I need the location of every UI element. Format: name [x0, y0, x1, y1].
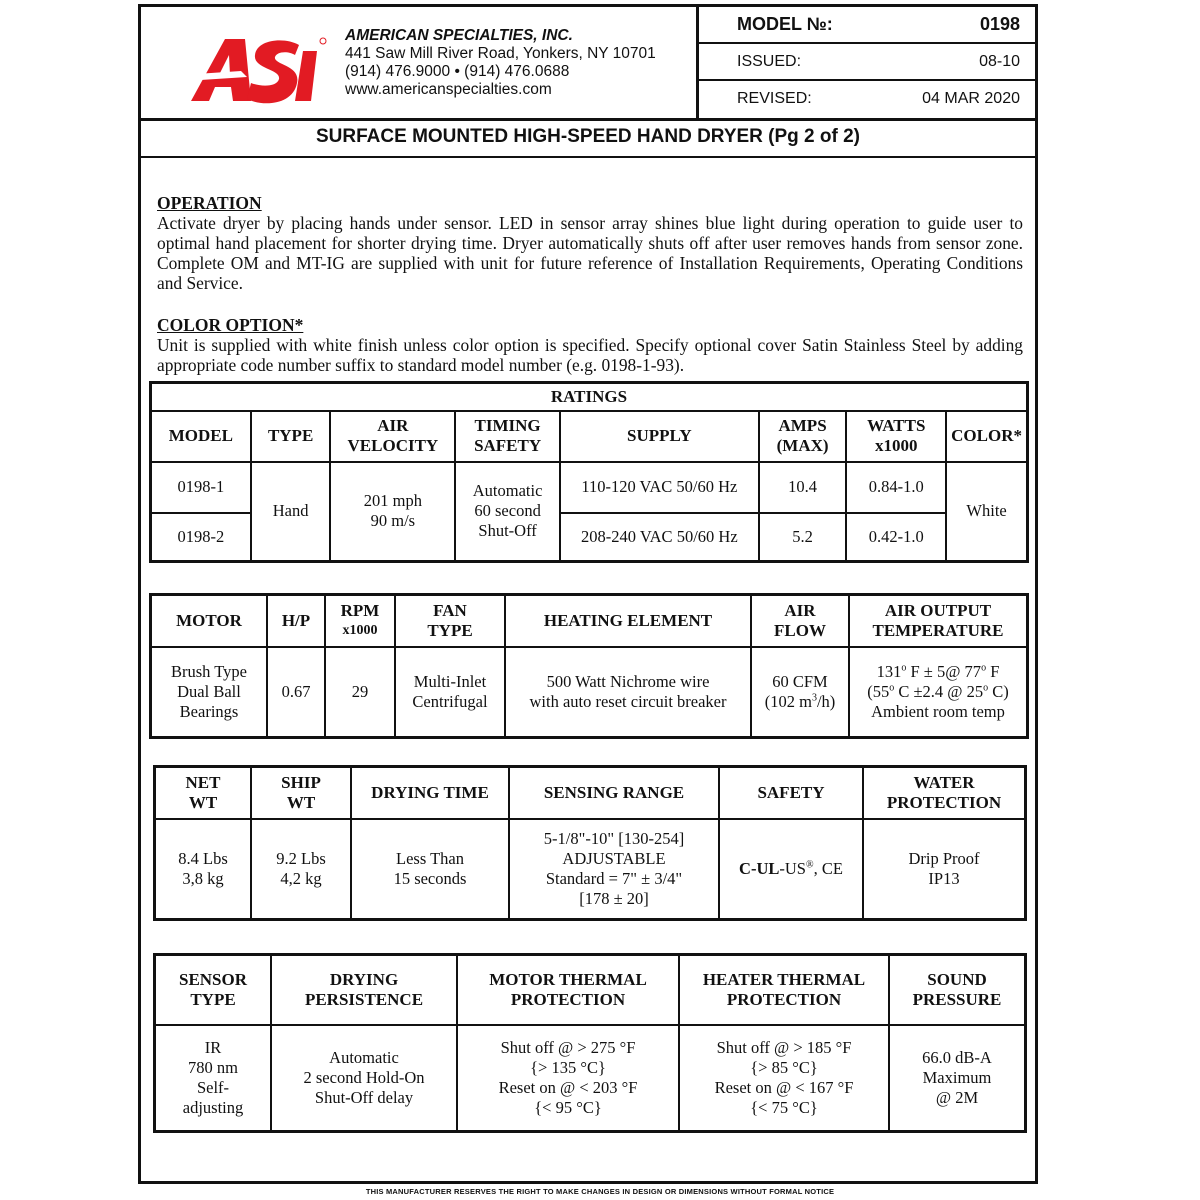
type-cell: Hand	[251, 462, 331, 562]
page-title: SURFACE MOUNTED HIGH-SPEED HAND DRYER (Pg 2 of 2)	[141, 118, 1035, 158]
col-heater-thermal	[679, 955, 889, 1025]
heating-line: 500 Watt Nichrome wire	[546, 671, 710, 691]
col-ship-label: WT	[286, 792, 316, 812]
timing-cell	[455, 462, 560, 562]
col-type: TYPE	[251, 411, 331, 462]
col-water-label: WATER	[913, 772, 975, 792]
motor-line: Bearings	[179, 701, 239, 721]
ship-lbs: 9.2 Lbs	[276, 848, 326, 868]
registered-mark: ®	[805, 859, 814, 871]
degree-mark: o	[981, 662, 987, 674]
net-kg: 3,8 kg	[182, 868, 224, 888]
sensing-line: 5-1/8"-10" [130-254]	[543, 828, 685, 848]
drying-line: 15 seconds	[393, 868, 467, 888]
drying-line: Less Than	[396, 848, 464, 868]
fan-cell	[395, 647, 505, 738]
safety-us: -US	[779, 858, 806, 878]
sensing-line: [178 ± 20]	[579, 888, 649, 908]
col-rpm-unit: x1000	[342, 622, 378, 638]
revised-value: 04 MAR 2020	[922, 90, 1020, 107]
revised-label: REVISED:	[737, 90, 812, 107]
col-motor-thermal	[457, 955, 679, 1025]
col-model: MODEL	[151, 411, 251, 462]
color-option-heading: COLOR OPTION*	[157, 315, 304, 335]
sensing-line: ADJUSTABLE	[562, 848, 666, 868]
col-timing-safety: TIMING SAFETY	[455, 411, 560, 462]
operation-text: Activate dryer by placing hands under sensor. LED in sensor array shines blue light during operation to guide user to optimal hand placement for shorter drying time. Dryer automatically shuts off after user removes hands from sensor zone. Complete OM and MT-IG are supplied with unit for future reference of Installation Requirements, Operating Conditions and Service.	[157, 213, 1023, 293]
timing-line: Shut-Off	[478, 521, 537, 541]
col-sensor-label: TYPE	[190, 989, 236, 1009]
col-ship-label: SHIP	[281, 772, 321, 792]
model-label: MODEL №:	[737, 14, 833, 34]
issued-row	[699, 44, 1038, 81]
drying-time-cell	[351, 819, 509, 920]
temp-line-c	[854, 682, 1022, 702]
heating-cell	[505, 647, 751, 738]
sensor-line: Self-	[196, 1077, 230, 1097]
air-velocity-ms: 90 m/s	[370, 511, 416, 531]
col-net-wt	[155, 767, 252, 819]
model-value: 0198	[979, 14, 1020, 34]
air-output-cell	[849, 647, 1028, 738]
rpm-cell: 29	[325, 647, 395, 738]
col-net-label: WT	[188, 792, 218, 812]
fan-line: Centrifugal	[412, 691, 488, 711]
col-sensing-range: SENSING RANGE	[509, 767, 719, 819]
sensor-line: adjusting	[182, 1097, 244, 1117]
water-protection-cell	[863, 819, 1026, 920]
temp-note: Ambient room temp	[871, 701, 1005, 721]
col-hp: H/P	[267, 595, 325, 647]
heater-thermal-line: Reset on @ < 167 °F	[714, 1077, 854, 1097]
amps-cell: 5.2	[759, 513, 847, 562]
col-persist-label: PERSISTENCE	[304, 989, 424, 1009]
sensor-table	[153, 953, 1027, 1133]
heating-line: with auto reset circuit breaker	[529, 691, 727, 711]
air-velocity-mph: 201 mph	[363, 491, 422, 511]
watts-cell: 0.42-1.0	[846, 513, 946, 562]
ship-wt-cell	[251, 819, 351, 920]
col-sensor-label: SENSOR	[178, 969, 248, 989]
col-motor-thermal-label: MOTOR THERMAL	[489, 969, 647, 989]
col-air-output-label: TEMPERATURE	[872, 620, 1004, 640]
col-persist-label: DRYING	[329, 969, 399, 989]
sensor-line: 780 nm	[188, 1057, 238, 1077]
company-phone: (914) 476.9000 • (914) 476.0688	[345, 63, 570, 80]
water-line: IP13	[928, 868, 960, 888]
safety-c: C-	[739, 858, 757, 878]
col-air-flow-label: FLOW	[774, 620, 826, 640]
motor-line: Brush Type	[171, 661, 247, 681]
revised-row	[699, 81, 1038, 118]
air-velocity-cell	[330, 462, 455, 562]
ship-kg: 4,2 kg	[280, 868, 322, 888]
airflow-metric-value: (102 m	[764, 691, 812, 711]
persist-line: 2 second Hold-On	[303, 1067, 425, 1087]
company-website: www.americanspecialties.com	[345, 81, 552, 98]
airflow-metric	[756, 692, 844, 712]
col-air-velocity: AIR VELOCITY	[330, 411, 455, 462]
col-sound-label: SOUND	[927, 969, 987, 989]
temp-line-f	[854, 662, 1022, 682]
company-info	[345, 27, 656, 99]
supply-cell: 208-240 VAC 50/60 Hz	[560, 513, 759, 562]
net-wt-cell	[155, 819, 252, 920]
col-water-label: PROTECTION	[886, 792, 1002, 812]
issued-value: 08-10	[979, 53, 1020, 70]
sound-line: Maximum	[922, 1067, 992, 1087]
table-row	[155, 819, 1026, 920]
col-air-output	[849, 595, 1028, 647]
col-heater-thermal-label: HEATER THERMAL	[702, 969, 866, 989]
motor-cell	[151, 647, 268, 738]
col-supply: SUPPLY	[560, 411, 759, 462]
safety-ul: UL	[756, 858, 780, 878]
col-fan-label: FAN	[433, 600, 467, 620]
table-row	[155, 1025, 1026, 1132]
heater-thermal-line: {> 85 °C}	[750, 1057, 818, 1077]
asi-logo	[181, 29, 331, 109]
motor-thermal-line: {> 135 °C}	[530, 1057, 606, 1077]
sensing-line: Standard = 7" ± 3/4"	[545, 868, 683, 888]
weights-table	[153, 765, 1027, 921]
color-option-text: Unit is supplied with white finish unless color option is specified. Specify optional cover Satin Stainless Steel by adding appropriate code number suffix to standard model number (e.g. 0198-1-93).	[157, 335, 1023, 375]
hp-cell: 0.67	[267, 647, 325, 738]
model-cell: 0198-1	[151, 462, 251, 513]
table-row	[151, 462, 1028, 513]
ratings-caption: RATINGS	[151, 383, 1028, 411]
col-sound-pressure	[889, 955, 1026, 1025]
motor-line: Dual Ball	[177, 681, 241, 701]
col-ship-wt	[251, 767, 351, 819]
motor-thermal-line: {< 95 °C}	[534, 1097, 602, 1117]
col-drying-persistence	[271, 955, 457, 1025]
temp-unit: F	[986, 661, 1000, 681]
fan-line: Multi-Inlet	[413, 671, 487, 691]
col-safety: SAFETY	[719, 767, 863, 819]
amps-cell: 10.4	[759, 462, 847, 513]
col-rpm	[325, 595, 395, 647]
temp-value: F ± 5@ 77	[906, 661, 982, 681]
company-name: AMERICAN SPECIALTIES, INC.	[345, 27, 573, 44]
model-box	[696, 7, 1038, 118]
safety-cell	[719, 819, 863, 920]
footer-notice: THIS MANUFACTURER RESERVES THE RIGHT TO MAKE CHANGES IN DESIGN OR DIMENSIONS WITHOUT FORMAL NOTICE	[365, 1187, 835, 1196]
issued-label: ISSUED:	[737, 53, 802, 70]
col-sensor-type	[155, 955, 272, 1025]
operation-heading: OPERATION	[157, 193, 262, 213]
col-air-flow	[751, 595, 849, 647]
sound-line: @ 2M	[935, 1087, 979, 1107]
persist-line: Automatic	[329, 1047, 399, 1067]
timing-line: 60 second	[474, 501, 541, 521]
col-motor-thermal-label: PROTECTION	[510, 989, 626, 1009]
net-lbs: 8.4 Lbs	[178, 848, 228, 868]
spec-sheet	[138, 4, 1038, 1184]
col-water-protection	[863, 767, 1026, 819]
temp-value: (55	[867, 681, 890, 701]
motor-table	[149, 593, 1029, 739]
degree-mark: o	[889, 682, 895, 694]
heater-thermal-cell	[679, 1025, 889, 1132]
temp-value: 131	[876, 661, 902, 681]
col-color: COLOR*	[946, 411, 1027, 462]
table-row	[151, 647, 1028, 738]
degree-mark: o	[983, 682, 989, 694]
sound-line: 66.0 dB-A	[922, 1047, 992, 1067]
airflow-cfm: 60 CFM	[772, 671, 828, 691]
model-row	[699, 7, 1038, 44]
col-heating-element: HEATING ELEMENT	[505, 595, 751, 647]
heater-thermal-line: Shut off @ > 185 °F	[716, 1037, 852, 1057]
header	[141, 7, 1035, 121]
temp-unit: C)	[988, 681, 1009, 701]
col-net-label: NET	[185, 772, 221, 792]
airflow-metric-unit: /h)	[816, 691, 836, 711]
col-air-output-label: AIR OUTPUT	[884, 600, 992, 620]
operation-section	[157, 193, 1023, 293]
col-heater-thermal-label: PROTECTION	[726, 989, 842, 1009]
drying-persistence-cell	[271, 1025, 457, 1132]
sensing-range-cell	[509, 819, 719, 920]
color-cell: White	[946, 462, 1027, 562]
col-fan-label: TYPE	[427, 620, 473, 640]
degree-mark: o	[901, 662, 907, 674]
sensor-line: IR	[204, 1037, 222, 1057]
persist-line: Shut-Off delay	[314, 1087, 414, 1107]
company-address: 441 Saw Mill River Road, Yonkers, NY 10701	[345, 45, 656, 62]
airflow-cell	[751, 647, 849, 738]
supply-cell: 110-120 VAC 50/60 Hz	[560, 462, 759, 513]
col-air-flow-label: AIR	[784, 600, 816, 620]
timing-line: Automatic	[472, 481, 543, 501]
airflow-exponent: 3	[811, 692, 817, 704]
model-cell: 0198-2	[151, 513, 251, 562]
heater-thermal-line: {< 75 °C}	[750, 1097, 818, 1117]
col-fan-type	[395, 595, 505, 647]
col-amps: AMPS (MAX)	[759, 411, 847, 462]
watts-cell: 0.84-1.0	[846, 462, 946, 513]
motor-thermal-cell	[457, 1025, 679, 1132]
temp-value: C ±2.4 @ 25	[894, 681, 984, 701]
col-sound-label: PRESSURE	[912, 989, 1002, 1009]
motor-thermal-line: Shut off @ > 275 °F	[500, 1037, 636, 1057]
ratings-table	[149, 381, 1029, 563]
motor-thermal-line: Reset on @ < 203 °F	[498, 1077, 638, 1097]
sound-pressure-cell	[889, 1025, 1026, 1132]
safety-ce: , CE	[813, 858, 843, 878]
water-line: Drip Proof	[908, 848, 980, 868]
color-option-section	[157, 315, 1023, 375]
sensor-type-cell	[155, 1025, 272, 1132]
col-drying-time: DRYING TIME	[351, 767, 509, 819]
col-watts: WATTS x1000	[846, 411, 946, 462]
col-rpm-label: RPM	[340, 600, 380, 620]
col-motor: MOTOR	[151, 595, 268, 647]
